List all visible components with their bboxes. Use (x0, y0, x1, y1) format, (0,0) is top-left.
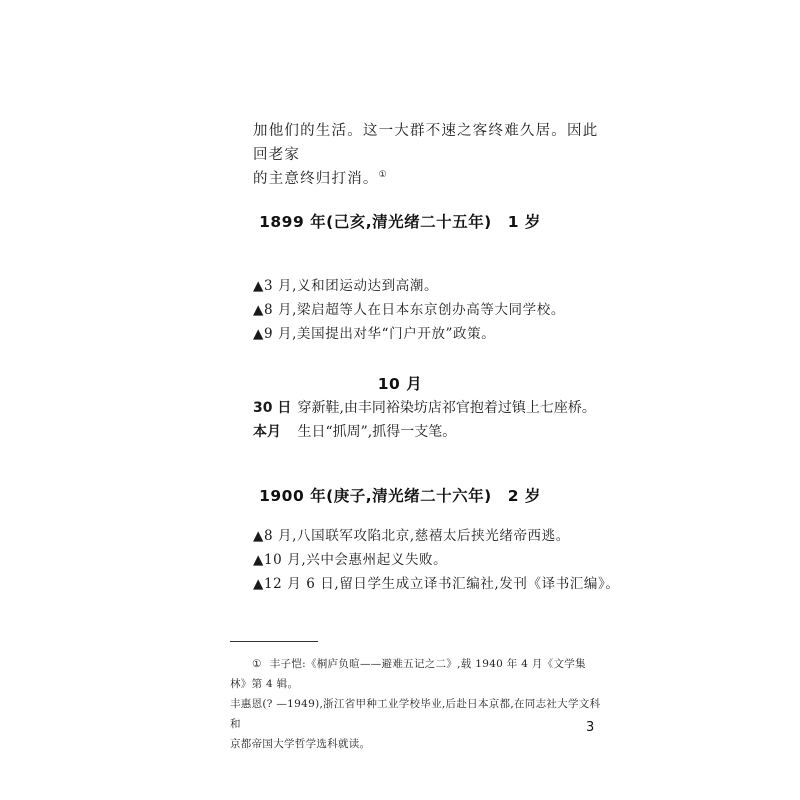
year-heading-1900: 1900 年(庚子,清光绪二十六年) 2 岁 (259, 487, 541, 505)
footnote-mark: ① (252, 658, 262, 670)
event-item: ▲12 月 6 日,留日学生成立译书汇编社,发刊《译书汇编》。 (253, 576, 620, 592)
footnote-line-2: 丰惠恩(? —1949),浙江省甲种工业学校毕业,后赴日本京都,在同志社大学文科和 (230, 698, 601, 730)
year-heading-1899: 1899 年(己亥,清光绪二十五年) 1 岁 (259, 213, 541, 231)
month-heading-october: 10 月 (377, 375, 423, 393)
footnote-reference[interactable]: ① (378, 170, 388, 181)
footnote (230, 654, 602, 754)
event-item: ▲8 月,八国联军攻陷北京,慈禧太后挟光绪帝西逃。 (253, 528, 570, 544)
footnote-line-3: 京都帝国大学哲学选科就读。 (230, 738, 371, 750)
entry-date-label: 本月 (253, 424, 281, 440)
diary-entries-october (253, 396, 613, 444)
intro-paragraph (253, 119, 603, 191)
footnote-line-1-text: 丰子恺:《桐庐负暄——避难五记之二》,载 1940 年 4 月《文学集林》第 4 辑。 (230, 658, 586, 690)
event-item: ▲9 月,美国提出对华“门户开放”政策。 (253, 326, 496, 342)
entry-text: 穿新鞋,由丰同裕染坊店祁官抱着过镇上七座桥。 (297, 400, 596, 416)
diary-entry (253, 420, 613, 444)
footnote-divider (230, 641, 318, 642)
event-item: ▲8 月,梁启超等人在日本东京创办高等大同学校。 (253, 302, 565, 318)
footnote-line-1 (230, 654, 602, 694)
intro-line-2 (253, 167, 603, 191)
event-item: ▲3 月,义和团运动达到高潮。 (253, 278, 439, 294)
events-list-1899 (253, 274, 613, 346)
entry-text: 生日“抓周”,抓得一支笔。 (297, 424, 457, 440)
diary-entry (253, 396, 613, 420)
intro-line-1: 加他们的生活。这一大群不速之客终难久居。因此回老家 (253, 123, 599, 163)
events-list-1900 (253, 524, 620, 596)
event-item: ▲10 月,兴中会惠州起义失败。 (253, 552, 448, 568)
intro-line-2-text: 的主意终归打消。 (253, 171, 379, 187)
entry-date-label: 30 日 (253, 400, 292, 416)
page-number: 3 (586, 720, 595, 735)
